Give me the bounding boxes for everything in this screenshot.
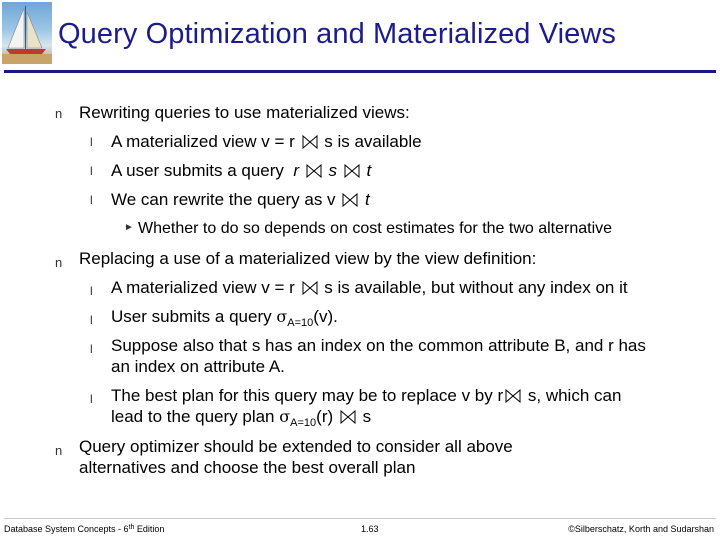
text: A materialized view v = r [111, 278, 295, 297]
text: A materialized view v = r [111, 132, 295, 151]
text: lead to the query plan [111, 407, 275, 426]
bullet-text [111, 307, 338, 333]
bullet-text: Query optimizer should be extended to consider all above [79, 437, 513, 456]
bullet-l1: n [55, 106, 63, 121]
natural-join-icon [302, 135, 318, 149]
bullet-text: an index on attribute A. [111, 357, 285, 376]
natural-join-icon [505, 389, 521, 403]
text: s [362, 407, 372, 426]
subscript: A=10 [287, 317, 314, 329]
bullet-l2: l [90, 193, 93, 207]
bullet-text: alternatives and choose the best overall plan [79, 458, 416, 477]
footer-left [4, 524, 164, 534]
bullet-text: Whether to do so depends on cost estimates for the two alternative [138, 220, 613, 237]
superscript: th [128, 524, 135, 531]
bullet-text [111, 407, 371, 433]
text: A user submits a query [111, 161, 284, 180]
text: t [365, 190, 370, 209]
natural-join-icon [306, 164, 322, 178]
natural-join-icon [302, 281, 318, 295]
text: t [366, 161, 372, 180]
bullet-text: Suppose also that s has an index on the common attribute B, and r has [111, 336, 646, 355]
bullet-l1: n [55, 255, 63, 270]
bullet-l2: l [90, 342, 93, 356]
bullet-text [111, 161, 371, 181]
text: The best plan for this query may be to replace v by r [111, 386, 504, 405]
text: We can rewrite the query as v [111, 190, 336, 209]
text: s, which can [527, 386, 622, 405]
bullet-l2: l [90, 313, 93, 327]
bullet-text: Rewriting queries to use materialized views: [79, 103, 410, 122]
bullet-l3: ► [124, 222, 134, 233]
bullet-l2: l [90, 135, 93, 149]
bullet-l1: n [55, 443, 63, 458]
text: s is available [324, 132, 422, 151]
bullet-l2: l [90, 284, 93, 298]
text: (r) [316, 407, 334, 426]
text: s [328, 161, 338, 180]
sigma-symbol: σ [276, 307, 288, 326]
bullet-text [111, 132, 422, 152]
bullet-l2: l [90, 164, 93, 178]
footer-text: Database System Concepts - 6 [4, 524, 129, 534]
text: s is available, but without any index on it [324, 278, 628, 297]
subscript: A=10 [290, 417, 317, 429]
bullet-text [111, 278, 628, 298]
footer-divider [4, 518, 716, 519]
natural-join-icon [344, 164, 360, 178]
page-number: 1.63 [361, 524, 379, 534]
text: User submits a query [111, 307, 272, 326]
page-title: Query Optimization and Materialized Views [58, 18, 617, 50]
natural-join-icon [342, 193, 358, 207]
bullet-text [111, 190, 370, 210]
sigma-symbol: σ [279, 407, 291, 426]
text: r [293, 161, 300, 180]
bullet-l2: l [90, 392, 93, 406]
natural-join-icon [340, 410, 356, 424]
footer-text: Edition [134, 524, 165, 534]
bullet-text [111, 386, 621, 406]
text: (v). [313, 307, 338, 326]
bullet-text: Replacing a use of a materialized view by the view definition: [79, 249, 537, 268]
footer-right: ©Silberschatz, Korth and Sudarshan [568, 524, 714, 534]
